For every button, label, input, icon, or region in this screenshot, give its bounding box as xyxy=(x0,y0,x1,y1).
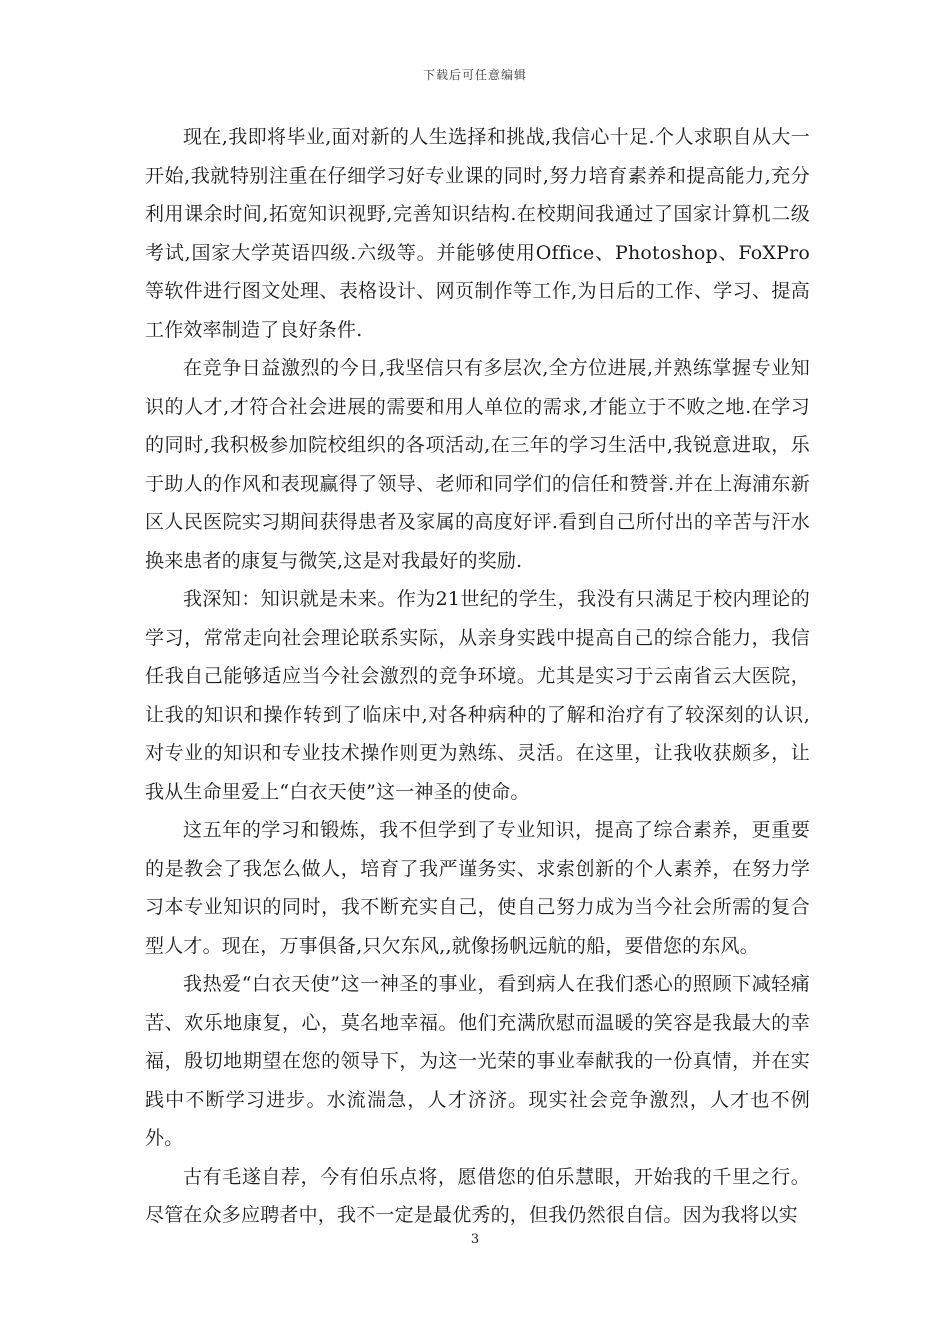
paragraph: 我深知：知识就是未来。作为21世纪的学生，我没有只满足于校内理论的学习，常常走向社会理论联系实际，从亲身实践中提高自己的综合能力，我信任我自己能够适应当今社会激烈的竞争环境。尤其是实习于云南省云大医院，让我的知识和操作转到了临床中,对各种病种的了解和治疗有了较深刻的认识,对专业的知识和专业技术操作则更为熟练、灵活。在这里，让我收获颇多，让我从生命里爱上“白衣天使”这一神圣的使命。 xyxy=(145,588,810,803)
page-header: 下载后可任意编辑 xyxy=(422,68,527,82)
paragraph: 这五年的学习和锻炼，我不但学到了专业知识，提高了综合素养，更重要的是教会了我怎么做人，培育了我严谨务实、求索创新的个人素养，在努力学习本专业知识的同时，我不断充实自己，使自己努力成为当今社会所需的复合型人才。现在，万事俱备,只欠东风,,就像扬帆远航的船，要借您的东风。 xyxy=(145,819,810,957)
paragraph: 在竞争日益激烈的今日,我坚信只有多层次,全方位进展,并熟练掌握专业知识的人才,才符合社会进展的需要和用人单位的需求,才能立于不败之地.在学习的同时,我积极参加院校组织的各项活动,在三年的学习生活中,我锐意进取，乐于助人的作风和表现赢得了领导、老师和同学们的信任和赞誉.并在上海浦东新区人民医院实习期间获得患者及家属的高度好评.看到自己所付出的辛苦与汗水换来患者的康复与微笑,这是对我最好的奖励. xyxy=(145,357,810,572)
paragraph: 现在,我即将毕业,面对新的人生选择和挑战,我信心十足.个人求职自从大一开始,我就特别注重在仔细学习好专业课的同时,努力培育素养和提高能力,充分利用课余时间,拓宽知识视野,完善知识结构.在校期间我通过了国家计算机二级考试,国家大学英语四级.六级等。并能够使用Office、Photoshop、FoXPro等软件进行图文处理、表格设计、网页制作等工作,为日后的工作、学习、提高工作效率制造了良好条件. xyxy=(145,126,810,341)
body-text xyxy=(145,118,810,1235)
paragraph: 古有毛遂自荐，今有伯乐点将，愿借您的伯乐慧眼，开始我的千里之行。尽管在众多应聘者中，我不一定是最优秀的，但我仍然很自信。因为我将以实 xyxy=(145,1165,810,1226)
page-number: 3 xyxy=(470,1232,480,1247)
paragraph: 我热爱“白衣天使”这一神圣的事业，看到病人在我们悉心的照顾下减轻痛苦、欢乐地康复，心，莫名地幸福。他们充满欣慰而温暖的笑容是我最大的幸福，殷切地期望在您的领导下，为这一光荣的事业奉献我的一份真情，并在实践中不断学习进步。水流湍急，人才济济。现实社会竞争激烈，人才也不例外。 xyxy=(145,973,810,1149)
